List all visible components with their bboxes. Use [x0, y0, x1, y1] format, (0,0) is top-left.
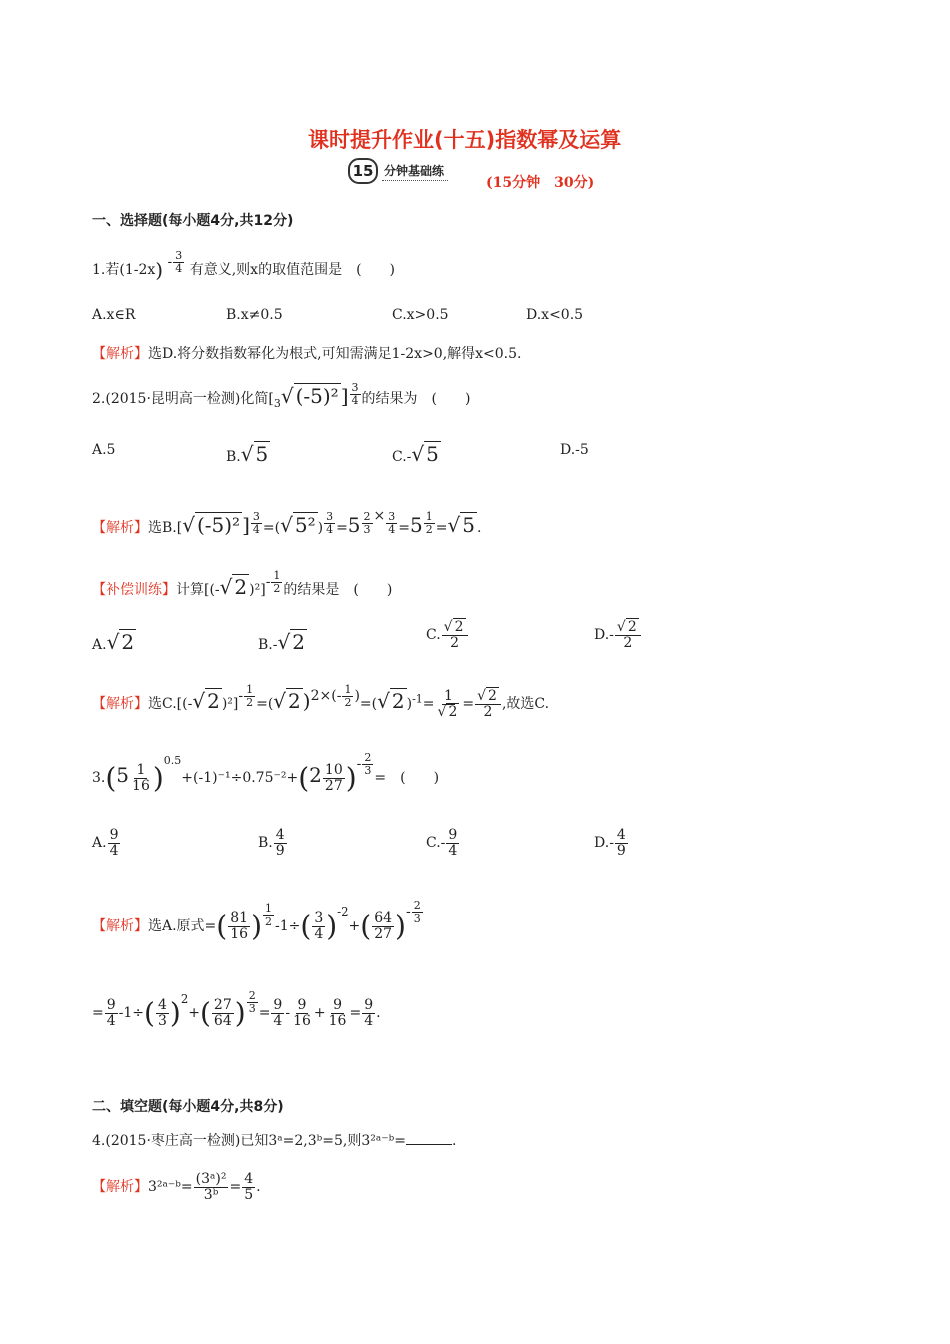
section1-heading: 一、选择题(每小题4分,共12分)	[92, 213, 294, 229]
q3-ans-f2-den: 4	[314, 925, 324, 942]
q2-ans-exp1	[251, 511, 262, 535]
supp-ans-mid: )²]	[221, 696, 239, 713]
q2-suffix: 的结果为 ( )	[361, 391, 471, 407]
supp-exp-sign: -	[265, 574, 271, 591]
q2-ans-exp3	[362, 511, 373, 535]
q3-ans2-t2-num: 9	[297, 996, 307, 1013]
q1-explanation	[92, 343, 522, 363]
q2-option-b-label: B.	[226, 449, 241, 465]
supp-option-d-label: D.-	[594, 627, 614, 644]
q1-exp-den: 4	[175, 261, 183, 275]
q3-ans2-b-den: 3	[157, 1012, 167, 1029]
q2-ans-exp4	[386, 511, 397, 535]
q1-option-c: C.x>0.5	[392, 307, 449, 323]
q3-ans2-eq2: =	[349, 1005, 362, 1021]
q3-prefix: 3.	[92, 770, 106, 787]
supp-option-a-label: A.	[92, 637, 107, 653]
q1-answer: 选D.将分数指数幂化为根式,可知需满足1-2x>0,解得x<0.5.	[148, 346, 522, 362]
supp-ans-exp2-sign: -	[336, 688, 342, 705]
q2-ans-radical3: √ 5	[447, 513, 475, 537]
q3-ans-f2	[312, 911, 325, 941]
q3-ans2-period: .	[376, 1005, 381, 1021]
q2-ans-paren-close: )	[317, 520, 324, 536]
supp-option-a-radicand: 2	[121, 630, 135, 654]
q3-option-d-num: 4	[616, 827, 626, 843]
explain-label: 【解析】	[92, 918, 148, 935]
supp-option-c	[426, 620, 469, 650]
q2-ans-base2: 5	[410, 513, 423, 537]
supp-option-c-den: 2	[450, 634, 460, 651]
supp-ans-frac1-num: 1	[443, 687, 453, 704]
q3-explanation-line1: 【解析】选A.原式=( $\frac{81}{16}$ ) $\frac{1}{2}$ -1÷( $\frac{3}{4}$ )$^{-2}$+( $\frac{64}{27}$ )- $\frac{2}{3}$	[92, 900, 424, 943]
q2-ans-radicand3: 5	[462, 513, 475, 537]
q2-ans-radical2: √ 5²	[280, 513, 316, 537]
section2-heading: 二、填空题(每小题4分,共8分)	[92, 1099, 284, 1115]
q2-ans-bracket: [	[176, 520, 183, 536]
q1-option-a: A.x∈R	[92, 307, 136, 323]
q4-answer-end: .	[256, 1179, 261, 1196]
q2-ans-times: ×	[373, 508, 386, 524]
q2-answer-prefix: 选B.	[148, 520, 177, 536]
q4-text: 4.(2015·枣庄高一检测)已知3ᵃ=2,3ᵇ=5,则3²ᵃ⁻ᵇ=	[92, 1133, 406, 1149]
q2-ans-bracket-close: ]	[242, 513, 250, 537]
q2-option-b-radicand: 5	[255, 442, 269, 466]
q2-ans-eq4: =	[435, 520, 448, 536]
q3-ans-f3-exp-num: 2	[413, 899, 421, 912]
supp-mid: )²]	[249, 582, 266, 599]
supp-ans-radicand2: 2	[288, 689, 301, 714]
q3-ans2-a	[105, 998, 118, 1028]
time-badge	[348, 158, 448, 184]
supp-ans-exp-sign: -	[238, 688, 244, 705]
supp-radicand: 2	[234, 575, 248, 600]
q3-option-a-num: 9	[109, 827, 119, 843]
q1-exp-num: 3	[175, 249, 183, 262]
q2-ans-exp4-num: 3	[388, 510, 396, 523]
q3-t2-frac	[323, 763, 345, 793]
q3-t2-exp	[356, 751, 375, 777]
q2-ans-eq2: =	[336, 520, 348, 536]
q2-ans-eq3: =	[398, 520, 410, 536]
q4-answer-value	[242, 1172, 255, 1202]
q3-option-c	[426, 828, 460, 858]
supp-exp-num: 1	[273, 569, 281, 582]
q3-ans2-t3-num: 9	[333, 996, 343, 1013]
supp-option-b-radicand: 2	[292, 630, 305, 654]
q1-exponent	[167, 249, 190, 275]
supp-ans-frac2: $\frac{√ 2}{2}$	[475, 689, 501, 719]
q2-ans-base: 5	[347, 513, 361, 537]
q3-ans2-t1	[271, 998, 284, 1028]
q3-option-b	[258, 828, 288, 858]
q3-t1-exp: 0.5	[163, 754, 182, 768]
supp-option-b-radical: √ 2	[277, 630, 305, 654]
q3-t2-exp-sign: -	[356, 756, 362, 773]
q2-ans-period: .	[476, 520, 482, 536]
q3-ans-f3-exp-frac	[412, 900, 423, 924]
q3-suffix: = ( )	[374, 770, 440, 787]
q4-answer-num: (3ᵃ)²	[195, 1171, 227, 1187]
supp-option-d-radicand: 2	[627, 619, 637, 635]
q3-ans2-a-den: 4	[106, 1012, 116, 1029]
q4-end: .	[452, 1133, 457, 1149]
q3-ans-f1-exp	[263, 903, 274, 927]
supp-option-a	[92, 630, 136, 654]
supp-ans-radicand3: 2	[391, 689, 405, 714]
q3-option-d-frac	[615, 828, 628, 858]
q2-option-c-radical: √ 5	[411, 442, 439, 466]
q4-explanation	[92, 1172, 261, 1202]
supp-ans-exp-num: 1	[246, 683, 254, 696]
supp-ans-radical: √ 2	[192, 689, 220, 714]
q4-answer-eq: =	[229, 1179, 242, 1196]
q3-t1-den: 16	[132, 777, 150, 794]
q3-option-a-frac	[108, 828, 121, 858]
q3-t2-exp-frac	[362, 752, 373, 776]
q3-ans-plus: +	[348, 918, 361, 935]
supp-answer-prefix: 选C.[(-	[148, 696, 193, 713]
q3-ans2-t2	[291, 998, 313, 1028]
badge-label: 分钟基础练	[382, 162, 448, 181]
q3-ans2-plus2: +	[313, 1005, 326, 1021]
page-title: 课时提升作业(十五)指数幂及运算	[308, 128, 622, 152]
q2-ans-exp5	[424, 511, 435, 535]
q3-ans2-c-den: 64	[213, 1012, 232, 1029]
q3-ans-f1-den: 16	[230, 925, 249, 942]
q2-ans-exp3-num: 2	[363, 510, 371, 523]
q3-t1-frac	[130, 763, 152, 793]
supplement-label: 【补偿训练】	[92, 582, 176, 599]
supp-ans-exp-neg1: -1	[412, 692, 423, 706]
q3-option-a-den: 4	[109, 842, 119, 859]
q3-ans2-t1-den: 4	[273, 1012, 283, 1029]
q4-answer-value-num: 4	[244, 1171, 254, 1187]
q4-answer-blank[interactable]	[406, 1132, 452, 1145]
q3-ans-f3-num: 64	[374, 909, 393, 926]
q3-option-d-den: 9	[616, 842, 626, 859]
q2-ans-exp2-den: 4	[326, 522, 334, 536]
q3-ans2-c-exp-num: 2	[248, 989, 256, 1002]
q3-option-a-label: A.	[92, 835, 107, 852]
question-3: 3.(5 $\frac{1}{16}$ )$^{0.5}$+(-1)⁻¹÷0.75⁻²+(2 $\frac{10}{27}$ )- $\frac{2}{3}$ = ( )	[92, 751, 440, 795]
q3-option-d-sign: -	[609, 835, 614, 852]
q3-ans2-t4-den: 4	[364, 1012, 374, 1029]
supp-option-d	[594, 620, 642, 650]
q2-ans-exp2	[324, 511, 335, 535]
q2-prefix: 2.(2015·昆明高一检测)化简[	[92, 391, 274, 407]
supp-ans-exp	[238, 683, 256, 709]
q1-exp-frac	[173, 250, 184, 274]
q3-ans2-b-exp: 2	[180, 992, 189, 1006]
q3-ans2-a-num: 9	[106, 996, 116, 1013]
q2-ans-radicand2: 5²	[294, 513, 316, 537]
supp-ans-frac1: $\frac{1}{√ 2}$	[437, 687, 458, 720]
q3-t2-exp-num: 2	[364, 751, 372, 764]
q2-ans-exp3-den: 3	[363, 522, 371, 536]
supp-exponent	[265, 569, 284, 595]
q2-exp-den: 4	[351, 393, 359, 407]
q1-paren: )	[155, 258, 164, 283]
supp-ans-times: 2×	[310, 688, 332, 705]
q1-option-d: D.x<0.5	[526, 307, 584, 323]
badge-number: 15	[348, 158, 378, 184]
q3-ans-f3-den: 27	[374, 925, 393, 942]
q3-ans2-eq: =	[92, 1005, 104, 1021]
supp-ans-radical3: √ 2	[377, 689, 405, 714]
q3-ans-mid: -1÷	[275, 918, 301, 935]
q3-ans-f1-exp-den: 2	[265, 914, 272, 928]
supp-option-c-frac: $\frac{√ 2}{2}$	[442, 620, 468, 650]
explain-label: 【解析】	[92, 346, 148, 362]
supp-suffix: 的结果是 ( )	[283, 582, 393, 599]
supp-explanation: 【解析】选C.[(-√ 2 )²]- $\frac{1}{2}$ =(√ 2 )2×(- $\frac{1}{2}$ )=(√ 2 )$^{-1}$= $\frac{1}{√ 2}$ = $\frac{√ 2}{2}$ ,故选C.	[92, 683, 550, 720]
q3-ans-prefix: 选A.原式=	[148, 918, 217, 935]
q3-option-c-den: 4	[448, 842, 458, 859]
q4-answer-value-den: 5	[244, 1186, 254, 1203]
q2-exp-frac	[350, 382, 361, 406]
q4-answer-frac	[194, 1172, 229, 1202]
explain-label: 【解析】	[92, 1179, 148, 1196]
q3-ans2-t2-den: 16	[293, 1012, 311, 1029]
q3-ans2-plus: +	[188, 1005, 200, 1021]
q2-ans-radical: √ (-5)²	[182, 513, 241, 537]
q3-ans-f2-num: 3	[314, 909, 324, 926]
q3-option-c-label: C.	[426, 835, 441, 852]
supp-option-c-label: C.	[426, 627, 441, 644]
q1-option-b: B.x≠0.5	[226, 307, 283, 323]
q2-ans-exp5-den: 2	[425, 522, 433, 536]
q3-ans2-b-num: 4	[157, 996, 167, 1013]
q3-t1-num: 1	[136, 761, 146, 778]
supp-ans-exp2-num: 1	[344, 683, 352, 696]
q3-ans2-t1-num: 9	[273, 996, 283, 1013]
q2-option-b-radical: √ 5	[240, 442, 269, 466]
q2-option-b	[226, 442, 270, 466]
supp-option-c-radicand: 2	[454, 619, 464, 635]
supp-ans-radical2: √ 2	[273, 689, 301, 714]
supp-ans-tail: ,故选C.	[501, 696, 550, 713]
q3-option-b-frac	[274, 828, 287, 858]
q3-ans-f3	[372, 911, 394, 941]
supp-ans-frac2-den: 2	[483, 703, 493, 720]
q1-suffix: 有意义,则x的取值范围是 ( )	[189, 262, 395, 279]
q3-option-c-sign: -	[440, 835, 446, 852]
supp-option-b-label: B.-	[258, 637, 278, 653]
q3-ans-f1-exp-num: 1	[265, 902, 272, 916]
q3-option-b-num: 4	[275, 827, 285, 843]
question-1	[92, 250, 395, 282]
q3-option-c-frac	[446, 828, 459, 858]
q2-option-d: D.-5	[560, 442, 589, 458]
q3-ans2-eq1: =	[258, 1005, 271, 1021]
q3-t2-den: 27	[324, 777, 343, 794]
supp-radical: √ 2	[219, 575, 248, 600]
q2-option-a: A.5	[92, 442, 116, 458]
explain-label: 【解析】	[92, 696, 148, 713]
q2-option-c-radicand: 5	[426, 442, 439, 466]
q3-ans-f1	[228, 911, 250, 941]
q3-ans-f1-num: 81	[230, 909, 249, 926]
explain-label: 【解析】	[92, 520, 148, 536]
q4-answer-den: 3ᵇ	[203, 1186, 219, 1203]
supp-ans-frac2-radicand: 2	[488, 687, 497, 704]
q2-ans-exp1-den: 4	[252, 522, 260, 536]
q3-ans2-minus: -	[285, 1005, 291, 1021]
supp-option-d-den: 2	[623, 634, 633, 651]
supp-ans-exp2-den: 2	[344, 695, 352, 709]
q2-exp-num: 3	[351, 381, 359, 394]
q3-ans2-b	[156, 998, 169, 1028]
q2-option-c	[392, 442, 441, 466]
q3-ans2-t3-den: 16	[328, 1012, 347, 1029]
q2-ans-exp5-num: 1	[425, 510, 433, 523]
q2-ans-radicand: (-5)²	[196, 513, 241, 537]
supplement-question	[92, 570, 392, 599]
supp-prefix: 计算[(-	[176, 582, 220, 599]
q3-option-a	[92, 828, 121, 858]
q3-mid: +(-1)⁻¹÷0.75⁻²+	[181, 770, 299, 787]
q3-option-d	[594, 828, 629, 858]
q3-ans2-c-exp	[247, 990, 258, 1014]
q2-ans-eq1: =(	[262, 520, 281, 536]
q2-ans-exp4-den: 4	[388, 522, 396, 536]
q3-option-b-label: B.	[258, 835, 273, 852]
supp-ans-frac1-radicand: 2	[448, 703, 458, 720]
q3-ans-f3-exp-den: 3	[413, 911, 421, 925]
time-note: (15分钟 30分)	[486, 175, 595, 191]
q2-explanation	[92, 508, 481, 537]
supp-ans-eq: =(	[256, 696, 274, 713]
q3-option-b-den: 9	[275, 842, 285, 859]
q2-ans-exp1-num: 3	[252, 510, 260, 523]
q3-ans-f2-exp: -2	[337, 905, 349, 920]
q3-t2-whole: 2	[309, 763, 322, 788]
q2-radical: √ (-5)²	[280, 384, 339, 408]
q3-ans2-c	[212, 998, 234, 1028]
supp-ans-exp-den: 2	[246, 695, 254, 709]
q4-answer-prefix: 3²ᵃ⁻ᵇ=	[148, 1179, 193, 1196]
q2-radicand: (-5)²	[295, 384, 339, 408]
q3-ans2-c-num: 27	[213, 996, 232, 1013]
question-2: 2.(2015·昆明高一检测)化简[$_3√$ (-5)² ] $\frac{3}{4}$ 的结果为 ( )	[92, 381, 471, 410]
supp-ans-exp-frac	[244, 684, 255, 708]
supp-option-a-radical: √ 2	[106, 630, 135, 654]
q3-ans2-t4	[362, 998, 375, 1028]
q2-root-index: 3	[273, 396, 281, 410]
q3-t1-whole: 5	[116, 763, 130, 788]
q3-ans2-c-exp-den: 3	[248, 1001, 256, 1015]
q2-ans-exp2-num: 3	[326, 510, 334, 523]
q3-t2-num: 10	[324, 761, 343, 778]
q3-ans-f3-exp	[405, 899, 424, 925]
supp-ans-exp2-frac	[342, 684, 353, 708]
supp-exp-frac	[271, 570, 282, 594]
q1-prefix: 1.若(1-2x	[92, 262, 156, 279]
supp-ans-radicand: 2	[207, 689, 220, 714]
q3-ans2-t4-num: 9	[364, 996, 374, 1013]
supp-option-b	[258, 630, 307, 654]
q3-explanation-line2: = $\frac{9}{4}$ -1÷( $\frac{4}{3}$ )$^2$+( $\frac{27}{64}$ ) $\frac{2}{3}$ = $\frac{9}{4}$ - $\frac{9}{16}$ + $\frac{9}{16}$ = $\frac{9}{4}$ .	[92, 989, 381, 1030]
supp-exp-den: 2	[273, 581, 281, 595]
q2-option-c-label: C.-	[392, 449, 412, 465]
q3-option-c-num: 9	[448, 827, 458, 843]
supp-ans-exp2: 2×(- $\frac{1}{2}$ )	[310, 683, 360, 709]
question-4	[92, 1130, 456, 1150]
q3-ans2-mid: -1÷	[118, 1005, 145, 1021]
q3-t2-exp-den: 3	[364, 763, 372, 777]
q3-ans-f3-exp-sign: -	[405, 904, 411, 921]
q3-ans2-t3	[327, 998, 349, 1028]
q1-exp-sign: -	[167, 254, 173, 271]
q3-option-d-label: D.	[594, 835, 610, 852]
supp-option-d-frac: $\frac{√ 2}{2}$	[615, 620, 641, 650]
